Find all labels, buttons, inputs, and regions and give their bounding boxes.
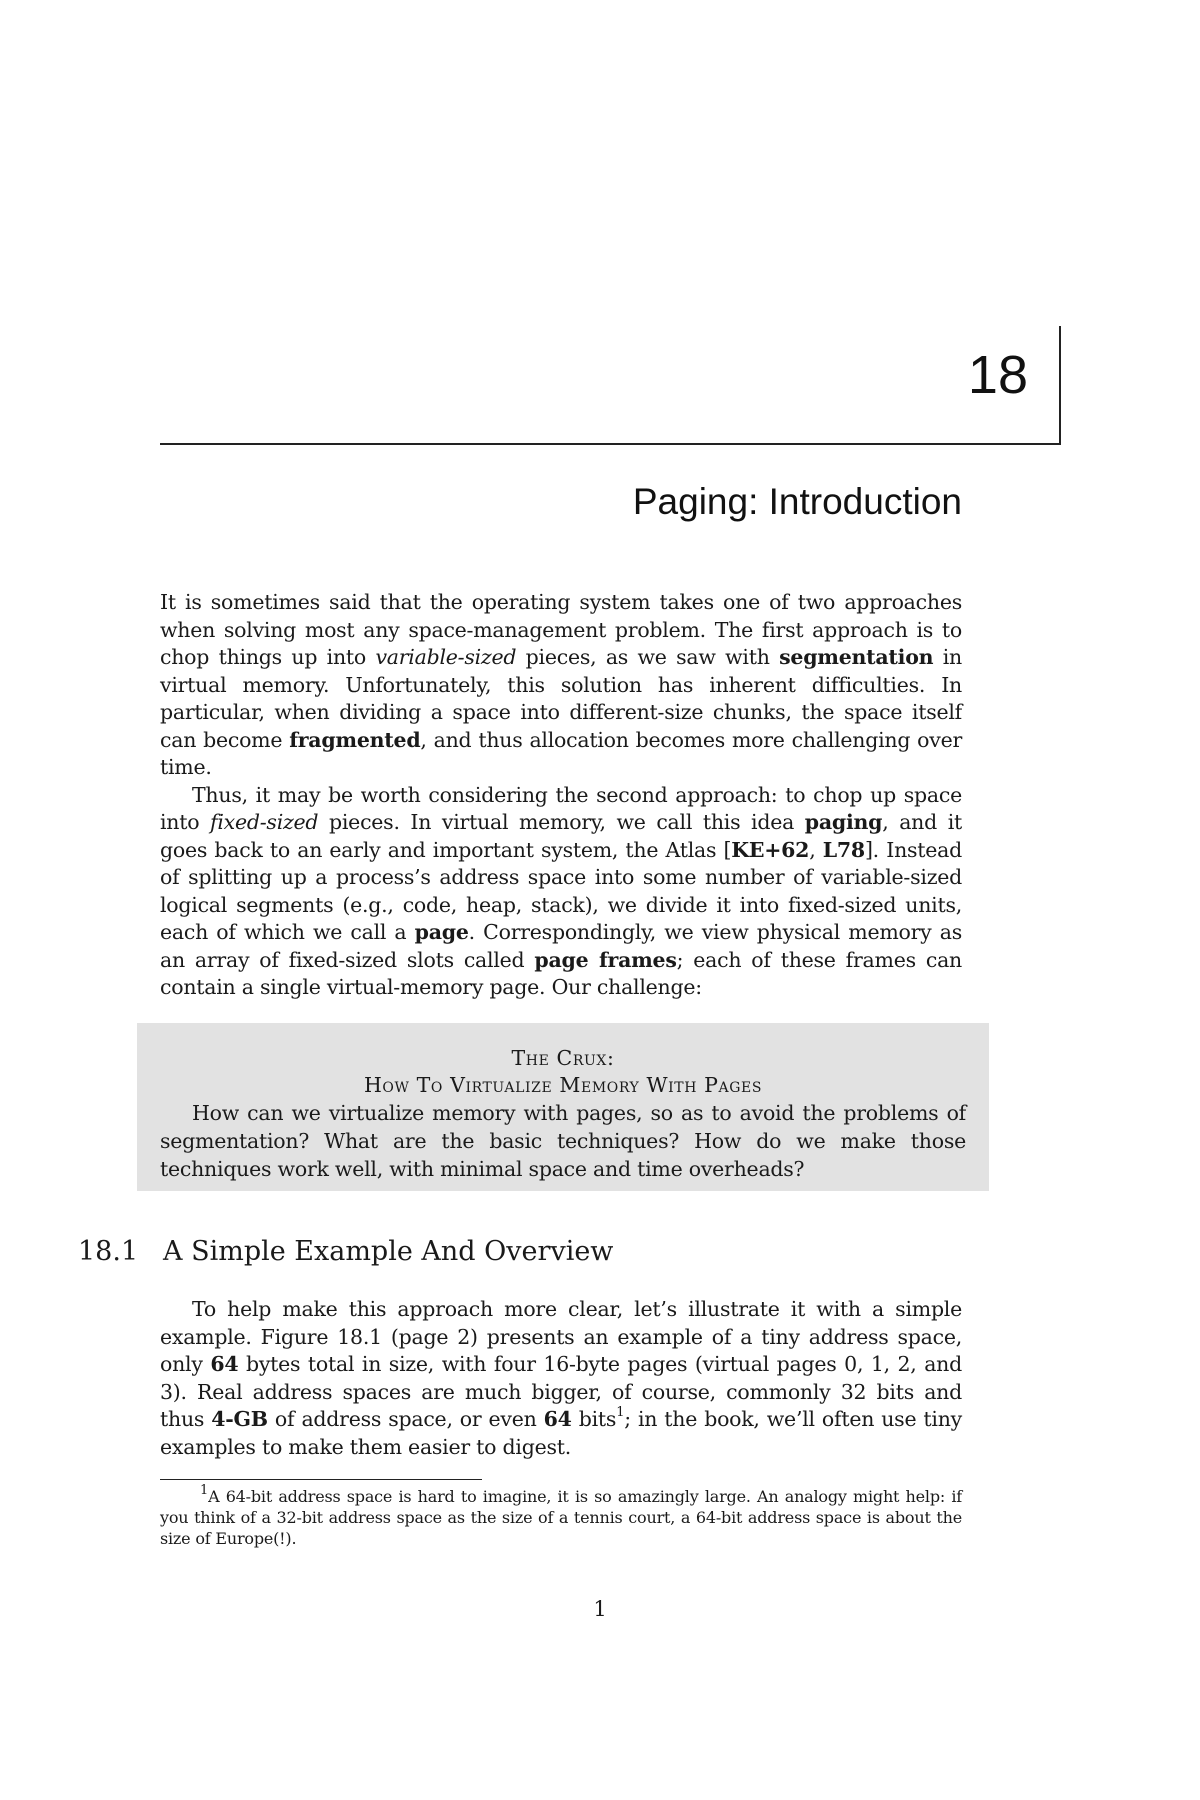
term-paging: paging — [804, 810, 883, 834]
footnote-rule — [160, 1479, 482, 1480]
text-run: ; each of these frames can contain a single virtual-memory page. Our challenge: — [160, 947, 963, 999]
citation-ke62[interactable]: KE+62 — [731, 837, 810, 862]
text-run: , and it goes back to an early and important system, the Atlas [ — [160, 810, 962, 862]
text-run: ; in the book, we’ll often use tiny examples to make them easier to digest. — [160, 1407, 962, 1459]
text-run: bits — [571, 1407, 617, 1431]
crux-subtitle: How To Virtualize Memory With Pages — [363, 1073, 763, 1097]
footnote — [160, 1482, 962, 1549]
page-number: 1 — [593, 1597, 607, 1621]
footnote-marker[interactable]: 1 — [616, 1405, 625, 1421]
emphasis-variable-sized: variable-sized — [375, 645, 517, 669]
intro-text — [160, 589, 962, 1002]
text-run: pieces. In virtual memory, we call this idea — [318, 810, 805, 834]
text-run: pieces, as we saw with — [516, 645, 780, 669]
term-segmentation: segmentation — [779, 645, 934, 669]
term-64: 64 — [210, 1352, 239, 1376]
crux-body: How can we virtualize memory with pages, so as to avoid the problems of segmentation? What are the basic techniques? How do we make those techniques work well, with minimal space and time overheads? — [160, 1101, 966, 1181]
chapter-title: Paging: Introduction — [632, 481, 962, 522]
text-run: It is sometimes said that the operating system takes one of two approaches when solving most any space-management problem. The first approach is to chop things up into — [160, 590, 962, 669]
emphasis-fixed-sized: fixed-sized — [210, 810, 319, 834]
text-run: ]. Instead of splitting up a process’s address space into some number of variable-sized logical segments (e.g., code, heap, stack), we divide it into fixed-sized units, each of which we call a — [160, 837, 963, 944]
text-run: To help make this approach more clear, let’s illustrate it with a simple example. Figure 18.1 (page 2) presents an example of a tiny address space, only — [160, 1297, 962, 1376]
intro-paragraph-2 — [160, 782, 962, 1002]
citation-l78[interactable]: L78 — [822, 837, 865, 862]
chapter-number: 18 — [967, 345, 1028, 405]
footnote-text: A 64-bit address space is hard to imagine, it is so amazingly large. An analogy might help: if you think of a 32-bit address space as the size of a tennis court, a 64-bit address space is about the size of Europe(!). — [160, 1487, 962, 1548]
text-run: in virtual memory. Unfortunately, this solution has inherent difficulties. In particular, when dividing a space into different-size chunks, the space itself can become — [160, 645, 962, 752]
term-fragmented: fragmented — [289, 727, 421, 752]
text-run: , — [809, 837, 823, 862]
section-title: A Simple Example And Overview — [163, 1236, 614, 1267]
term-4gb: 4-GB — [211, 1407, 268, 1431]
crux-box — [137, 1023, 989, 1191]
text-run: Thus, it may be worth considering the second approach: to chop up space into — [160, 782, 962, 834]
term-page: page — [414, 920, 469, 944]
intro-paragraph-1 — [160, 589, 962, 782]
text-run: , and thus allocation becomes more challenging over time. — [160, 727, 963, 779]
section-paragraph-1 — [160, 1296, 962, 1461]
term-64: 64 — [543, 1407, 572, 1431]
section-number: 18.1 — [78, 1236, 139, 1267]
text-run: of address space, or even — [267, 1407, 544, 1431]
text-run: . Correspondingly, we view physical memory as an array of fixed-sized slots called — [160, 920, 962, 972]
text-run: bytes total in size, with four 16-byte pages (virtual pages 0, 1, 2, and 3). Real address spaces are much bigger, of course, commonly 32 bits and thus — [160, 1352, 962, 1431]
section-text — [160, 1296, 962, 1461]
footnote-number: 1 — [200, 1482, 209, 1498]
term-page-frames: page frames — [534, 947, 677, 972]
crux-title: The Crux: — [511, 1046, 615, 1070]
chapter-vertical-rule — [1059, 326, 1061, 444]
chapter-horizontal-rule — [160, 443, 1061, 445]
